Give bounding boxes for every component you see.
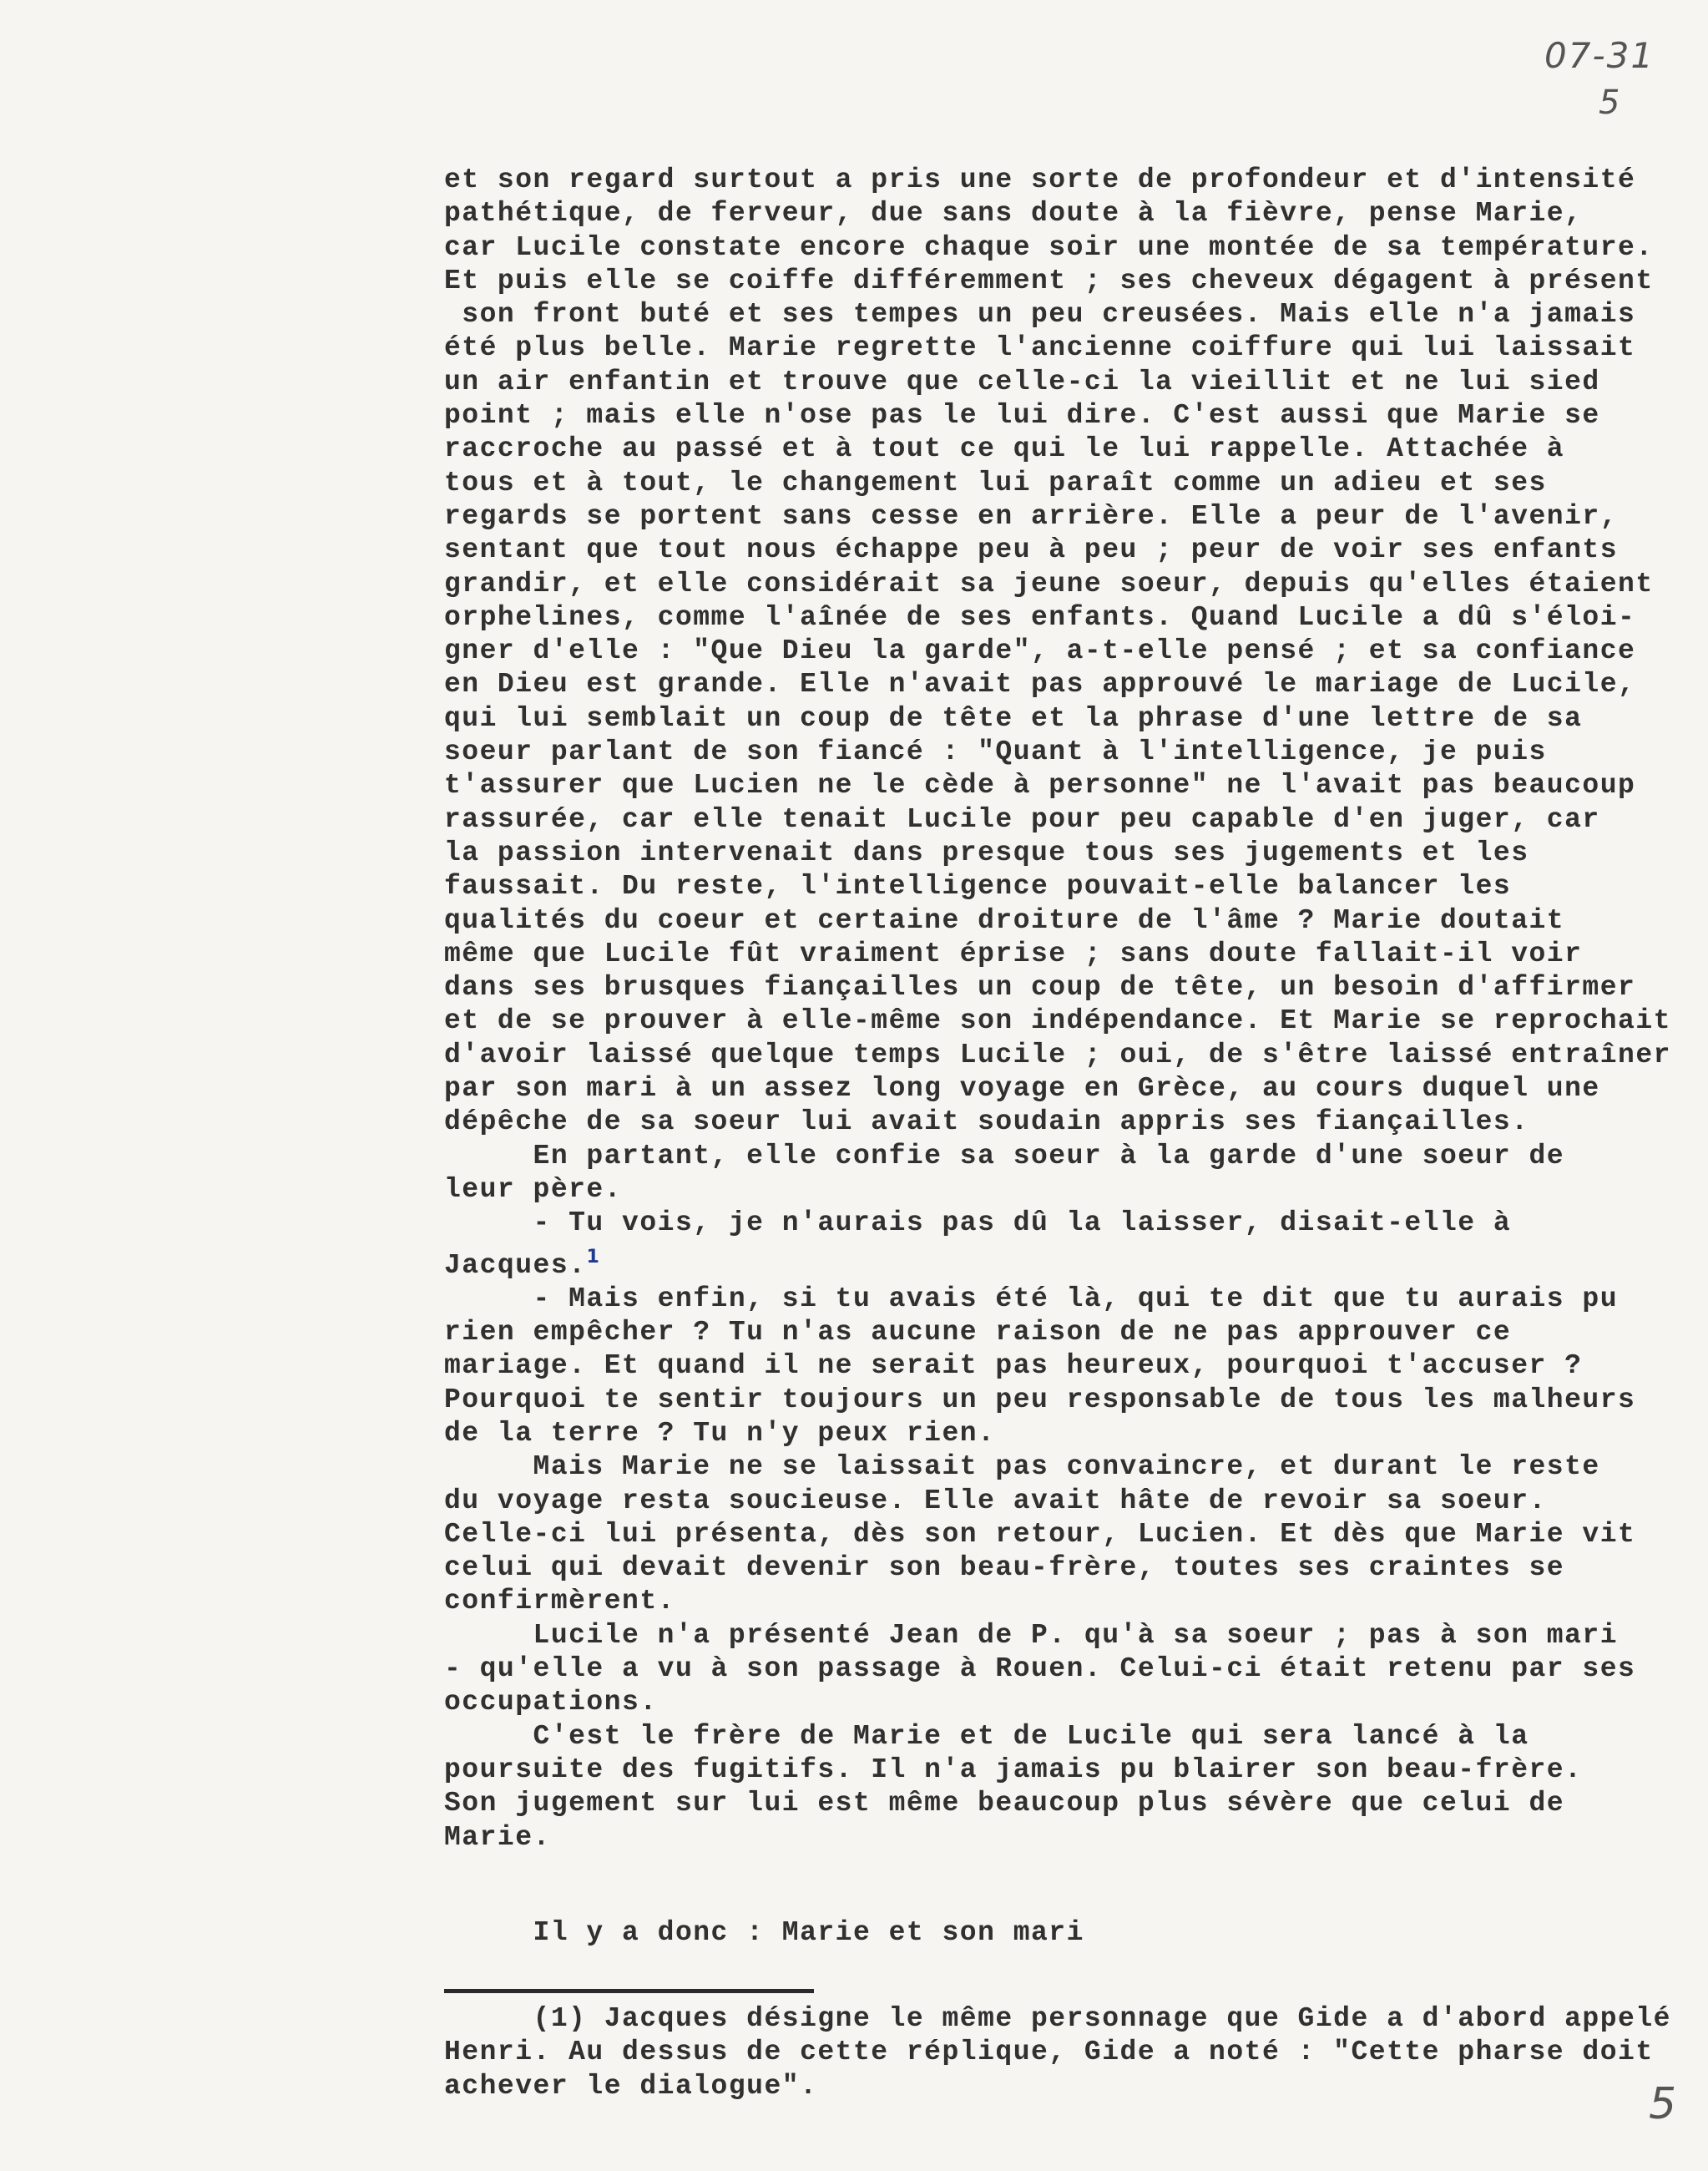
text-line-content: grandir, et elle considérait sa jeune soeur, depuis qu'elles étaient [444,568,1654,600]
text-line [444,1720,1696,1754]
text-line-content: son front buté et ses tempes un peu creusées. Mais elle n'a jamais [444,299,1636,331]
text-line-content: dépêche de sa soeur lui avait soudain appris ses fiançailles. [444,1106,1529,1138]
text-line-content: Lucile n'a présenté Jean de P. qu'à sa soeur ; pas à son mari [444,1619,1619,1651]
text-line [444,702,1696,736]
text-line-content: C'est le frère de Marie et de Lucile qui sera lancé à la [444,1720,1529,1752]
text-line [444,837,1696,870]
text-line-content: - qu'elle a vu à son passage à Rouen. Celui-ci était retenu par ses [444,1653,1636,1685]
text-line [444,668,1696,701]
text-line [444,635,1696,668]
text-line-content: - Mais enfin, si tu avais été là, qui te dit que tu aurais pu [444,1283,1619,1314]
text-line-content: qualités du coeur et certaine droiture de l'âme ? Marie doutait [444,904,1565,936]
text-line-content: raccroche au passé et à tout ce qui le lui rappelle. Attachée à [444,433,1565,465]
text-line-content: mariage. Et quand il ne serait pas heureux, pourquoi t'accuser ? [444,1350,1583,1382]
text-line-content: rassurée, car elle tenait Lucile pour peu capable d'en juger, car [444,803,1600,835]
text-line [444,534,1696,567]
text-line [444,265,1696,298]
text-line [444,736,1696,769]
footnote-line: (1) Jacques désigne le même personnage que Gide a d'abord appelé [444,2003,1671,2034]
text-line-content: point ; mais elle n'ose pas le lui dire. C'est aussi que Marie se [444,400,1600,432]
text-line-content: poursuite des fugitifs. Il n'a jamais pu blairer son beau-frère. [444,1754,1583,1785]
text-line-content: faussait. Du reste, l'intelligence pouvait-elle balancer les [444,871,1512,903]
text-line [444,1417,1696,1450]
text-line-content: et son regard surtout a pris une sorte de profondeur et d'intensité [444,164,1636,195]
text-line-content: Celle-ci lui présenta, dès son retour, Lucien. Et dès que Marie vit [444,1518,1636,1550]
text-line [444,399,1696,433]
text-line [444,1241,1696,1283]
archive-reference-note: 07-31 [1544,35,1655,76]
text-line-content: car Lucile constate encore chaque soir une montée de sa température. [444,231,1654,263]
text-line-content: dans ses brusques fiançailles un coup de tête, un besoin d'affirmer [444,972,1636,1004]
text-line [444,1316,1696,1349]
text-line-content: confirmèrent. [444,1586,675,1617]
text-line-content: Son jugement sur lui est même beaucoup plus sévère que celui de [444,1788,1565,1819]
text-line-content: rien empêcher ? Tu n'as aucune raison de ne pas approuver ce [444,1317,1512,1349]
text-line [444,231,1696,265]
text-line [444,1106,1696,1139]
text-line-content: de la terre ? Tu n'y peux rien. [444,1417,996,1449]
text-line-content: occupations. [444,1687,658,1718]
text-line [444,568,1696,601]
text-line-content: celui qui devait devenir son beau-frère, toutes ses craintes se [444,1552,1565,1584]
text-line [444,1283,1696,1316]
text-line [444,1384,1696,1417]
text-line [444,298,1696,331]
text-line-content: Marie. [444,1821,551,1853]
text-line [444,1039,1696,1072]
text-line [444,197,1696,230]
text-line [444,467,1696,500]
text-line-content: Et puis elle se coiffe différemment ; ses cheveux dégagent à présent [444,265,1654,296]
text-line-content: un air enfantin et trouve que celle-ci la vieillit et ne lui sied [444,366,1600,397]
text-line-content: - Tu vois, je n'aurais pas dû la laisser, disait-elle à [444,1207,1512,1239]
text-line-content: Mais Marie ne se laissait pas convaincre, et durant le reste [444,1451,1600,1483]
text-line-content: qui lui semblait un coup de tête et la phrase d'une lettre de sa [444,702,1583,734]
footnote [444,2002,1696,2103]
text-line [444,1754,1696,1787]
text-line [444,1072,1696,1106]
text-line-content: et de se prouver à elle-même son indépendance. Et Marie se reprochait [444,1005,1671,1037]
footnote-line: Henri. Au dessus de cette réplique, Gide a noté : "Cette pharse doit [444,2037,1654,2068]
text-line-content: par son mari à un assez long voyage en Grèce, au cours duquel une [444,1073,1600,1105]
text-line [444,1821,1696,1855]
text-line-content: soeur parlant de son fiancé : "Quant à l'intelligence, je puis [444,736,1547,768]
text-line-content: regards se portent sans cesse en arrière. Elle a peur de l'avenir, [444,500,1619,532]
text-line-content: sentant que tout nous échappe peu à peu ; peur de voir ses enfants [444,534,1619,566]
page-number-top: 5 [1599,84,1620,122]
text-line-content: Jacques. [444,1249,587,1281]
text-line [444,1485,1696,1518]
text-line-content: En partant, elle confie sa soeur à la garde d'une soeur de [444,1140,1565,1172]
footnote-line: achever le dialogue". [444,2070,818,2102]
footnote-divider [444,1989,814,1993]
text-line [444,1450,1696,1484]
text-line-content: la passion intervenait dans presque tous ses jugements et les [444,837,1529,868]
text-line [444,1518,1696,1551]
text-line [444,1551,1696,1585]
text-line [444,769,1696,802]
text-line-content: du voyage resta soucieuse. Elle avait hâte de revoir sa soeur. [444,1485,1547,1516]
text-line [444,938,1696,971]
text-line-content: leur père. [444,1173,623,1205]
text-line-content: t'assurer que Lucien ne le cède à personne" ne l'avait pas beaucoup [444,770,1636,802]
text-line [444,1140,1696,1173]
text-line [444,803,1696,837]
footnote-marker: 1 [586,1246,601,1268]
text-line-content: d'avoir laissé quelque temps Lucile ; oui, de s'être laissé entraîner [444,1039,1671,1070]
text-line [444,601,1696,635]
text-line [444,500,1696,534]
text-line-content: même que Lucile fût vraiment éprise ; sans doute fallait-il voir [444,938,1583,969]
text-line [444,870,1696,903]
text-line [444,1585,1696,1618]
text-line [444,433,1696,466]
text-line-content: en Dieu est grande. Elle n'avait pas approuvé le mariage de Lucile, [444,669,1636,701]
text-line [444,1686,1696,1719]
text-line [444,164,1696,197]
text-line [444,971,1696,1005]
text-line-content: Pourquoi te sentir toujours un peu responsable de tous les malheurs [444,1384,1636,1415]
text-line [444,1652,1696,1686]
text-line [444,1787,1696,1820]
text-line [444,331,1696,365]
closing-line: Il y a donc : Marie et son mari [444,1917,1084,1948]
text-line-content: tous et à tout, le changement lui paraît comme un adieu et ses [444,467,1547,498]
text-line [444,1207,1696,1240]
text-line [444,1619,1696,1652]
body-text [444,164,1696,1855]
text-line-content: gner d'elle : "Que Dieu la garde", a-t-elle pensé ; et sa confiance [444,635,1636,667]
text-line-content: orphelines, comme l'aînée de ses enfants. Quand Lucile a dû s'éloi- [444,601,1636,633]
text-line [444,1349,1696,1383]
text-line [444,1005,1696,1038]
page-number-bottom: 5 [1649,2079,1677,2129]
text-line [444,904,1696,938]
text-line-content: pathétique, de ferveur, due sans doute à la fièvre, pense Marie, [444,198,1583,230]
text-line [444,366,1696,399]
text-line-content: été plus belle. Marie regrette l'ancienne coiffure qui lui laissait [444,332,1636,364]
text-line [444,1173,1696,1207]
